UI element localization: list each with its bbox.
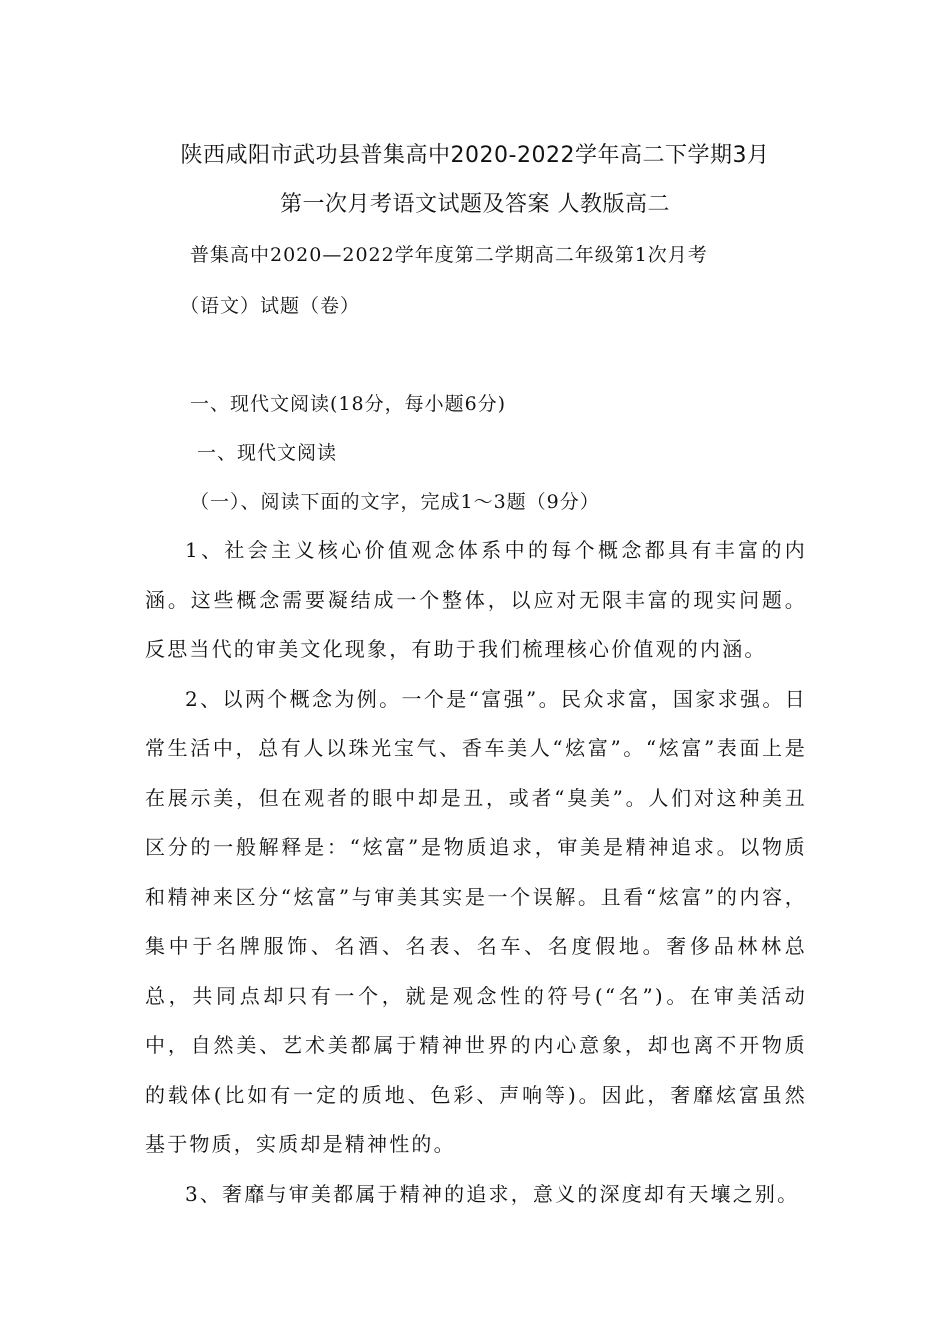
- document-title-line-2: 第一次月考语文试题及答案 人教版高二: [280, 192, 670, 217]
- exam-subtitle-line-2: （语文）试题（卷）: [180, 295, 361, 317]
- document-title-line-1: 陕西咸阳市武功县普集高中2020-2022学年高二下学期3月: [180, 143, 770, 168]
- section-subheading: 一、现代文阅读: [197, 442, 338, 464]
- article-body: [145, 526, 807, 1219]
- article-paragraph-3: 3、奢靡与审美都属于精神的追求，意义的深度却有天壤之别。: [185, 1181, 800, 1206]
- exam-subtitle-line-1: 普集高中2020—2022学年度第二学期高二年级第1次月考: [190, 244, 708, 266]
- article-paragraph-2: 2、以两个概念为例。一个是“富强”。民众求富，国家求强。日常生活中，总有人以珠光宝气、香车美人“炫富”。“炫富”表面上是在展示美，但在观者的眼中却是丑，或者“臭美”。人们对这种美丑区分的一般解释是：“炫富”是物质追求，审美是精神追求。以物质和精神来区分“炫富”与审美其实是一个误解。且看“炫富”的内容，集中于名牌服饰、名酒、名表、名车、名度假地。奢侈品林林总总，共同点却只有一个，就是观念性的符号(“名”)。在审美活动中，自然美、艺术美都属于精神世界的内心意象，却也离不开物质的载体(比如有一定的质地、色彩、声响等)。因此，奢靡炫富虽然基于物质，实质却是精神性的。: [145, 686, 807, 1156]
- section-heading: 一、现代文阅读(18分，每小题6分): [190, 393, 507, 415]
- article-paragraph-1: 1、社会主义核心价值观念体系中的每个概念都具有丰富的内涵。这些概念需要凝结成一个整体，以应对无限丰富的现实问题。反思当代的审美文化现象，有助于我们梳理核心价值观的内涵。: [145, 538, 807, 661]
- reading-instruction: （一）、阅读下面的文字，完成1～3题（9分）: [190, 491, 600, 513]
